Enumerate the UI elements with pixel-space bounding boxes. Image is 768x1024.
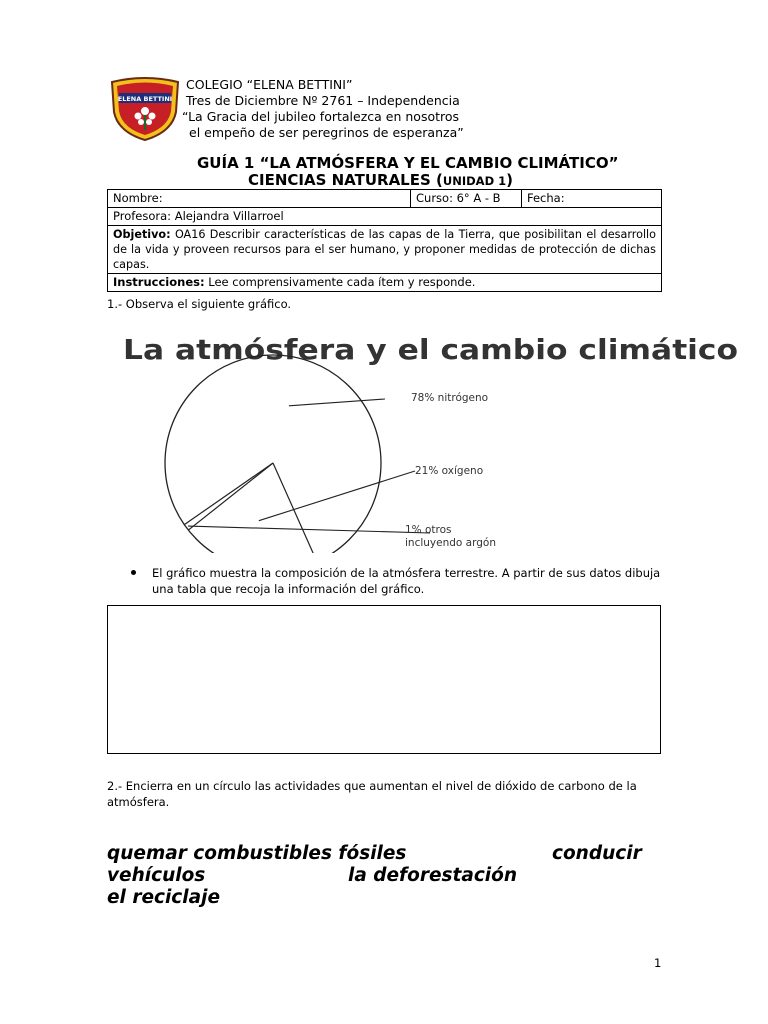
page-number: 1 xyxy=(654,956,662,970)
option-vehiculos[interactable]: vehículos xyxy=(107,865,206,886)
subject-title xyxy=(248,171,513,189)
instrucciones-label: Instrucciones: xyxy=(113,275,205,289)
objetivo-text: OA16 Describir características de las capas de la Tierra, que posibilitan el desarrollo de la vida y proveen recursos para el ser humano, y proponer medidas de protección de dichas capas. xyxy=(113,228,656,271)
question-1-instruction: El gráfico muestra la composición de la atmósfera terrestre. A partir de sus datos dibuja xyxy=(152,566,661,580)
atmosphere-chart xyxy=(120,328,750,553)
pie-slice-boundary xyxy=(184,463,273,525)
instrucciones-text: Lee comprensivamente cada ítem y responde. xyxy=(204,275,476,289)
pie-leader-line xyxy=(188,526,430,533)
option-deforestacion[interactable]: la deforestación xyxy=(348,865,518,886)
option-reciclaje[interactable]: el reciclaje xyxy=(107,887,220,908)
school-name: COLEGIO “ELENA BETTINI” xyxy=(186,77,353,92)
question-2-prompt: 2.- Encierra en un círculo las actividades que aumentan el nivel de dióxido de carbono de la xyxy=(107,779,637,793)
motto-line-1: “La Gracia del jubileo fortalezca en nosotros xyxy=(182,109,460,124)
profesora-row: Profesora: Alejandra Villarroel xyxy=(108,208,662,226)
pie-slice-label-line2: incluyendo argón xyxy=(405,537,496,549)
pie-leader-line xyxy=(259,471,415,521)
school-logo xyxy=(108,76,182,142)
school-address: Tres de Diciembre Nº 2761 – Independencia xyxy=(186,93,460,108)
bullet-dot xyxy=(131,570,136,575)
subject-close: ) xyxy=(506,171,513,189)
motto-line-2: el empeño de ser peregrinos de esperanza” xyxy=(189,125,464,140)
objetivo-label: Objetivo: xyxy=(113,228,171,241)
pie-slice-boundary xyxy=(273,463,317,553)
student-info-table xyxy=(107,189,662,292)
pie-slice-label: 1% otros xyxy=(405,524,452,536)
nombre-field[interactable]: Nombre: xyxy=(108,190,411,208)
objetivo-row xyxy=(108,226,662,274)
curso-field[interactable]: Curso: 6° A - B xyxy=(411,190,522,208)
pie-slice-label: 21% oxígeno xyxy=(415,465,484,477)
subject-name: CIENCIAS NATURALES ( xyxy=(248,171,443,189)
guide-title: GUÍA 1 “LA ATMÓSFERA Y EL CAMBIO CLIMÁTICO” xyxy=(197,154,619,172)
option-conducir[interactable]: conducir xyxy=(552,843,642,864)
instrucciones-row xyxy=(108,274,662,292)
chart-title: La atmósfera y el cambio climático xyxy=(123,333,738,366)
pie-slice-label: 78% nitrógeno xyxy=(411,392,489,404)
unit-label: UNIDAD 1 xyxy=(442,174,507,188)
pie-leader-line xyxy=(289,399,385,406)
answer-box[interactable] xyxy=(107,605,661,754)
question-2-prompt-line2: atmósfera. xyxy=(107,795,170,809)
question-1-prompt: 1.- Observa el siguiente gráfico. xyxy=(107,297,292,311)
logo-text: ELENA BETTINI xyxy=(117,95,173,103)
fecha-field[interactable]: Fecha: xyxy=(522,190,662,208)
option-quemar-combustibles[interactable]: quemar combustibles fósiles xyxy=(107,843,407,864)
question-1-instruction-line2: una tabla que recoja la información del gráfico. xyxy=(152,582,425,596)
